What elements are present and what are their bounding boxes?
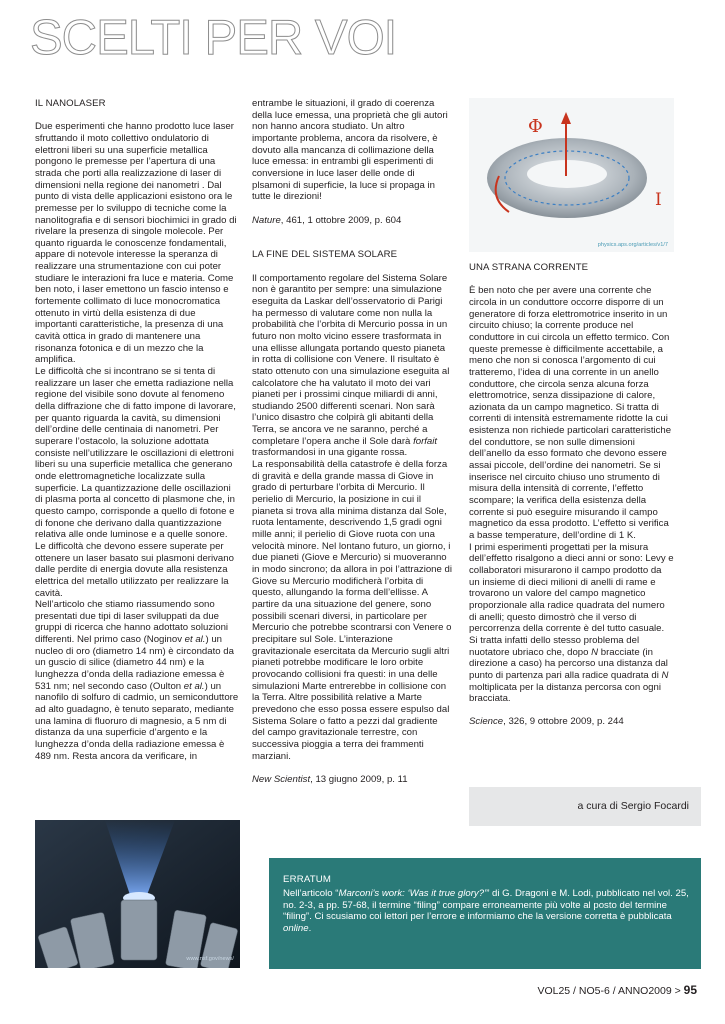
flux-arrowhead <box>561 112 571 124</box>
section-title-sistema-solare: LA FINE DEL SISTEMA SOLARE <box>252 249 398 261</box>
nanowire-illustration <box>35 820 240 968</box>
nanolaser-citation: Nature, 461, 1 ottobre 2009, p. 604 <box>252 214 402 226</box>
erratum-box <box>269 858 701 969</box>
nanolaser-paragraph-3: Nell’articolo che stiamo riassumendo sono presentati due tipi di laser sviluppati da due gruppi di ricerca che hanno adottato soluzioni differenti. Nel primo caso (Noginov et al.) un nucleo di oro (diametro 14 nm) è circondato da un guscio di silice (diametro 44 nm) e la lunghezza d’onda della radiazione emessa è 531 nm; nel secondo caso (Oulton et al.) un nanofilo di solfuro di cadmio, un semiconduttore ad alto guadagno, è tenuto separato, mediante una lamina di fluoruro di magnesio, a 5 nm di distanza da una superficie d’argento e la lunghezza d’onda della radiazione emessa è 489 nm. Resta ancora da verificare, in <box>35 599 239 762</box>
torus-figure <box>469 98 674 252</box>
sistema-solare-paragraph-2: La responsabilità della catastrofe è della forza di gravità e della grande massa di Giove in grado di perturbare l’orbita di Mercurio. Il perielio di Mercurio, la posizione in cui il pianeta si trova alla minima distanza dal Sole, ruota lentamente, descrivendo 1,5 gradi ogni mille anni; il perielio di Giove ruota con una velocità minore. Nel lontano futuro, un giorno, i due pianeti (Giove e Mercurio) si muoveranno in modo sincrono; da allora in poi l’attrazione di Giove su Mercurio modificherà l’orbita di questo, allungando la forma dell’ellisse. A partire da una situazione del genere, sono possibili scenari diversi, in particolare per Mercurio che potrebbe scontrarsi con Venere o precipitare sul Sole. L’interazione gravitazionale esercitata da Mercurio sugli altri pianeti potrebbe modificare le loro orbite provocando collisioni fra questi: in una delle simulazioni Marte entrerebbe in collisione con la Terra. Altre possibilità relative a Marte prevedono che esso possa essere espulso dal Sistema Solare o fatto a pezzi dal gradiente del campo gravitazionale terrestre, con successiva pioggia a terra dei frammenti marziani. <box>252 459 452 762</box>
corrente-paragraph-2: I primi esperimenti progettati per la misura dell’effetto risalgono a dieci anni or sono: Levy e collaboratori misurarono il campo prodotto da un insieme di dieci milioni di anelli di rame e trovarono un valore del campo magnetico proporzionale alla radice quadrata del numero di anelli; questo dimostrò che il verso di percorrenza della corrente è del tutto casuale. Si tratta infatti dello stesso problema del nuotatore ubriaco che, dopo N bracciate (in direzione a caso) ha percorso una distanza dal punto di partenza pari alla radice quadrata di N moltiplicata per la distanza percorsa con ogni bracciata. <box>469 541 674 705</box>
sistema-solare-paragraph-1: Il comportamento regolare del Sistema Solare non è garantito per sempre: una simulazione eseguita da Laskar dell’osservatorio di Parigi ha permesso di valutare come non nulla la probabilità che l’orbita di Mercurio possa in un futuro non molto vicino essere trasformata in una ellisse allungata portando questo pianeta in rotta di collisione con Venere. Il risultato è stato ottenuto con una simulazione eseguita al calcolatore che ha valutato il moto dei vari pianeti per i prossimi cinque miliardi di anni, studiando 2500 differenti scenari. Non sarà l’unico disastro che colpirà gli abitanti della Terra, se ancora ve ne saranno, perché a completare l’opera anche il Sole darà forfait trasformandosi in una gigante rossa. <box>252 272 450 459</box>
column-nanolaser <box>35 98 240 762</box>
corrente-paragraph-1: È ben noto che per avere una corrente che circola in un conduttore occorre disporre di un generatore di forza elettromotrice inserito in un circuito chiuso; la corrente produce nel conduttore in cui circola un effetto termico. Con queste premesse è difficilmente accettabile, a meno che non si conosca l’argomento di cui tratteremo, l’idea di una corrente in un anello conduttore, che circola senza alcuna forza elettromotrice, senza dissipazione di calore, azionata da un campo magnetico. Si tratta di correnti di intensità estremamente ridotte la cui esistenza non richiede particolari caratteristiche del conduttore, se non sulle dimensioni dell’anello da esso formato che devono essere assai piccole, dell’ordine dei nanometri. Se si inserisce nel circuito chiuso uno strumento di misura della intensità di corrente, l’effetto scompare; la verifica della esistenza della corrente si può eseguire misurando il campo magnetico da essa prodotto. L’effetto si verifica a basse temperature, dell’ordine di 1 K. <box>469 285 672 542</box>
phi-label: Φ <box>528 116 543 137</box>
nanolaser-image <box>35 820 240 968</box>
corrente-citation: Science, 326, 9 ottobre 2009, p. 244 <box>469 716 624 728</box>
column-middle <box>252 98 452 785</box>
nanolaser-paragraph-1: Due esperimenti che hanno prodotto luce laser sfruttando il moto collettivo ondulatorio di elettroni liberi su una superficie metallica pongono le premesse per l’apertura di una strada che porti alla realizzazione di laser di dimensioni nella regione dei nanometri . Dal punto di vista delle applicazioni esistono ora le premesse per lo sviluppo di tecniche come la nanolitografia e di sensori biochimici in grado di rivelare la presenza di singole molecole. Per quanto riguarda le conoscenze fondamentali, appare di notevole interesse la speranza di realizzare una strumentazione con cui poter studiare le interazioni fra luce e materia. Come ben noto, i laser emettono un fascio intenso e fortemente collimato di luce monocromatica ottenuto in virtù della esistenza di due importanti caratteristiche, la presenza di una cavità ottica in grado di mantenere una risonanza fotonica e di un mezzo che la amplifica. <box>35 121 237 366</box>
torus-credit: physics.aps.org/articles/v1/7 <box>597 242 668 248</box>
page-footer <box>537 983 697 997</box>
current-label: I <box>655 190 662 210</box>
section-title-nanolaser: IL NANOLASER <box>35 98 106 109</box>
section-title-corrente: UNA STRANA CORRENTE <box>469 262 589 273</box>
issue-info: VOL25 / NO5-6 / ANNO2009 > <box>537 985 684 997</box>
editor-credit: a cura di Sergio Focardi <box>577 800 689 812</box>
masthead: SCELTI PER VOI <box>30 11 397 65</box>
nanolaser-paragraph-2: Le difficoltà che si incontrano se si tenta di realizzare un laser che emetta radiazione nella regione del visibile sono dovute al fenomeno della diffrazione che di fatto impone di lavorare, per quanto riguarda la cavità, su dimensioni dell’ordine delle centinaia di nanometri. Per superare l’ostacolo, la soluzione adottata consiste nell’utilizzare le oscillazioni di elettroni liberi su una superficie metallica che generano onde elettromagnetiche localizzate sulla superficie. La quantizzazione delle oscillazioni di plasma porta al concetto di plasmone che, in questo campo, corrisponde a quello di fotone e di fonone che derivano dalla quantizzazione relativa alle onde luminose e a quelle sonore. Le difficoltà che devono essere superate per ottenere un laser basato sui plasmoni derivano dalle perdite di energia dovute alla resistenza elettrica del metallo utilizzato per realizzare la cavità. <box>35 366 236 599</box>
column-corrente <box>469 262 674 728</box>
sistema-solare-citation: New Scientist, 13 giugno 2009, p. 11 <box>252 773 408 785</box>
lab-image-credit: www.nsf.gov/news/ <box>186 956 234 962</box>
erratum-title: ERRATUM <box>283 874 332 885</box>
torus-illustration <box>469 98 674 252</box>
page-number: 95 <box>683 983 697 997</box>
erratum-body: Nell’articolo “Marconi's work: ‘Was it true glory?’” di G. Dragoni e M. Lodi, pubblicato nel vol. 25, no. 2-3, a pp. 57-68, il termine “filing” compare erroneamente più volte al posto del termine “filing”. Ci scusiamo coi lettori per l’errore e informiamo che la versione corretta è pubblicata online. <box>283 888 689 935</box>
editor-credit-box <box>469 787 701 826</box>
nanolaser-continuation: entrambe le situazioni, il grado di coerenza della luce emessa, una proprietà che gli autori non hanno ancora studiato. Un altro importante problema, ancora da risolvere, è dovuto alla mancanza di collimazione della luce emessa: in entrambi gli esperimenti di conversione in luce laser delle onde di plsamoni di superficie, la luce si propaga in tutte le direzioni! <box>252 98 448 203</box>
